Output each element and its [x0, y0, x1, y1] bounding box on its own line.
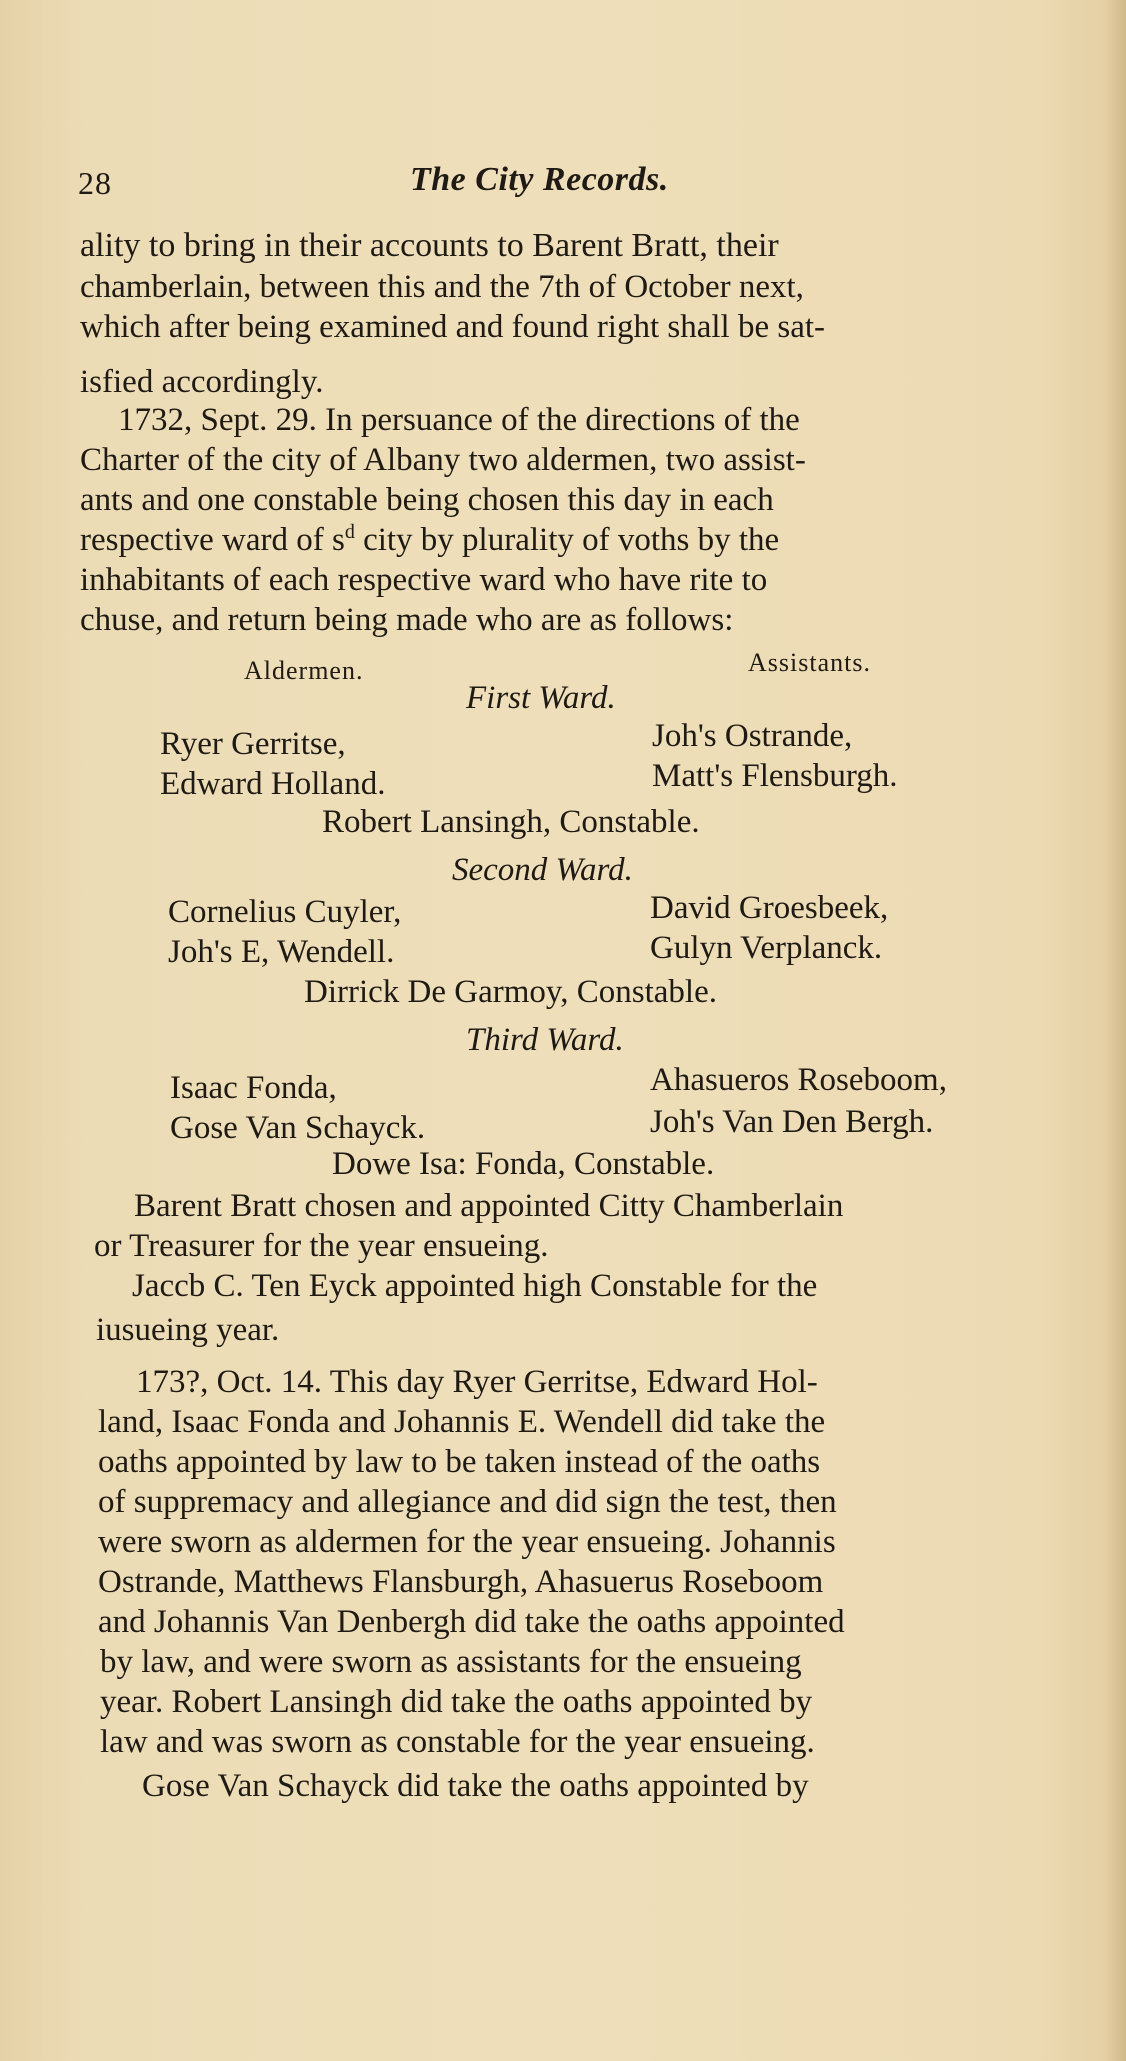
- text-line: land, Isaac Fonda and Johannis E. Wendell did take the: [98, 1404, 826, 1440]
- text-line: and Johannis Van Denbergh did take the oaths appointed: [98, 1604, 845, 1640]
- text-line: inhabitants of each respective ward who have rite to: [80, 562, 768, 598]
- assistant-entry: Joh's Van Den Bergh.: [650, 1104, 934, 1140]
- text-line: isfied accordingly.: [80, 364, 324, 400]
- ward-heading: First Ward.: [466, 680, 616, 716]
- column-heading-aldermen: Aldermen.: [244, 656, 364, 685]
- text-line: 173?, Oct. 14. This day Ryer Gerritse, Edward Hol-: [136, 1364, 818, 1400]
- text-line: which after being examined and found right shall be sat-: [80, 309, 826, 345]
- constable-entry: Dirrick De Garmoy, Constable.: [304, 974, 717, 1010]
- text-line: year. Robert Lansingh did take the oaths appointed by: [100, 1684, 813, 1720]
- text-line: oaths appointed by law to be taken instead of the oaths: [98, 1444, 821, 1480]
- page-number: 28: [78, 165, 112, 201]
- constable-entry: Dowe Isa: Fonda, Constable.: [332, 1146, 715, 1182]
- assistant-entry: Gulyn Verplanck.: [650, 930, 883, 966]
- alderman-entry: Edward Holland.: [160, 766, 386, 802]
- text-line: were sworn as aldermen for the year ensueing. Johannis: [98, 1524, 836, 1560]
- text-line: iusueing year.: [96, 1312, 280, 1348]
- assistant-entry: Joh's Ostrande,: [652, 718, 853, 754]
- alderman-entry: Joh's E, Wendell.: [168, 934, 395, 970]
- text-line: chamberlain, between this and the 7th of October next,: [80, 269, 804, 305]
- page-gutter-shadow: [1104, 0, 1126, 2061]
- text-segment: respective ward of s: [80, 522, 345, 558]
- assistant-entry: David Groesbeek,: [650, 890, 889, 926]
- text-line: Ostrande, Matthews Flansburgh, Ahasuerus Roseboom: [98, 1564, 824, 1600]
- text-line: [80, 520, 779, 560]
- page-header: [78, 161, 1078, 215]
- alderman-entry: Cornelius Cuyler,: [168, 894, 402, 930]
- text-line: ants and one constable being chosen this day in each: [80, 482, 774, 518]
- assistant-entry: Matt's Flensburgh.: [652, 758, 898, 794]
- assistant-entry: Ahasueros Roseboom,: [650, 1062, 947, 1098]
- text-line: law and was sworn as constable for the year ensueing.: [100, 1724, 815, 1760]
- running-title: The City Records.: [410, 161, 669, 198]
- text-line: by law, and were sworn as assistants for the ensueing: [100, 1644, 802, 1680]
- constable-entry: Robert Lansingh, Constable.: [322, 804, 700, 840]
- text-line: of suppremacy and allegiance and did sign the test, then: [98, 1484, 837, 1520]
- text-line: or Treasurer for the year ensueing.: [94, 1228, 549, 1264]
- superscript: d: [344, 521, 355, 543]
- alderman-entry: Ryer Gerritse,: [160, 726, 346, 762]
- alderman-entry: Isaac Fonda,: [170, 1070, 337, 1106]
- ward-heading: Third Ward.: [466, 1022, 624, 1058]
- ward-heading: Second Ward.: [452, 852, 633, 888]
- text-line: Jaccb C. Ten Eyck appointed high Constable for the: [132, 1268, 818, 1304]
- column-heading-assistants: Assistants.: [748, 648, 871, 677]
- alderman-entry: Gose Van Schayck.: [170, 1110, 426, 1146]
- text-line: ality to bring in their accounts to Barent Bratt, their: [80, 227, 779, 264]
- text-line: Gose Van Schayck did take the oaths appointed by: [142, 1768, 809, 1804]
- text-line: 1732, Sept. 29. In persuance of the directions of the: [118, 402, 800, 438]
- text-segment: city by plurality of voths by the: [354, 522, 780, 558]
- text-line: chuse, and return being made who are as follows:: [80, 602, 734, 638]
- text-line: Charter of the city of Albany two aldermen, two assist-: [80, 442, 806, 478]
- text-line: Barent Bratt chosen and appointed Citty Chamberlain: [134, 1188, 844, 1224]
